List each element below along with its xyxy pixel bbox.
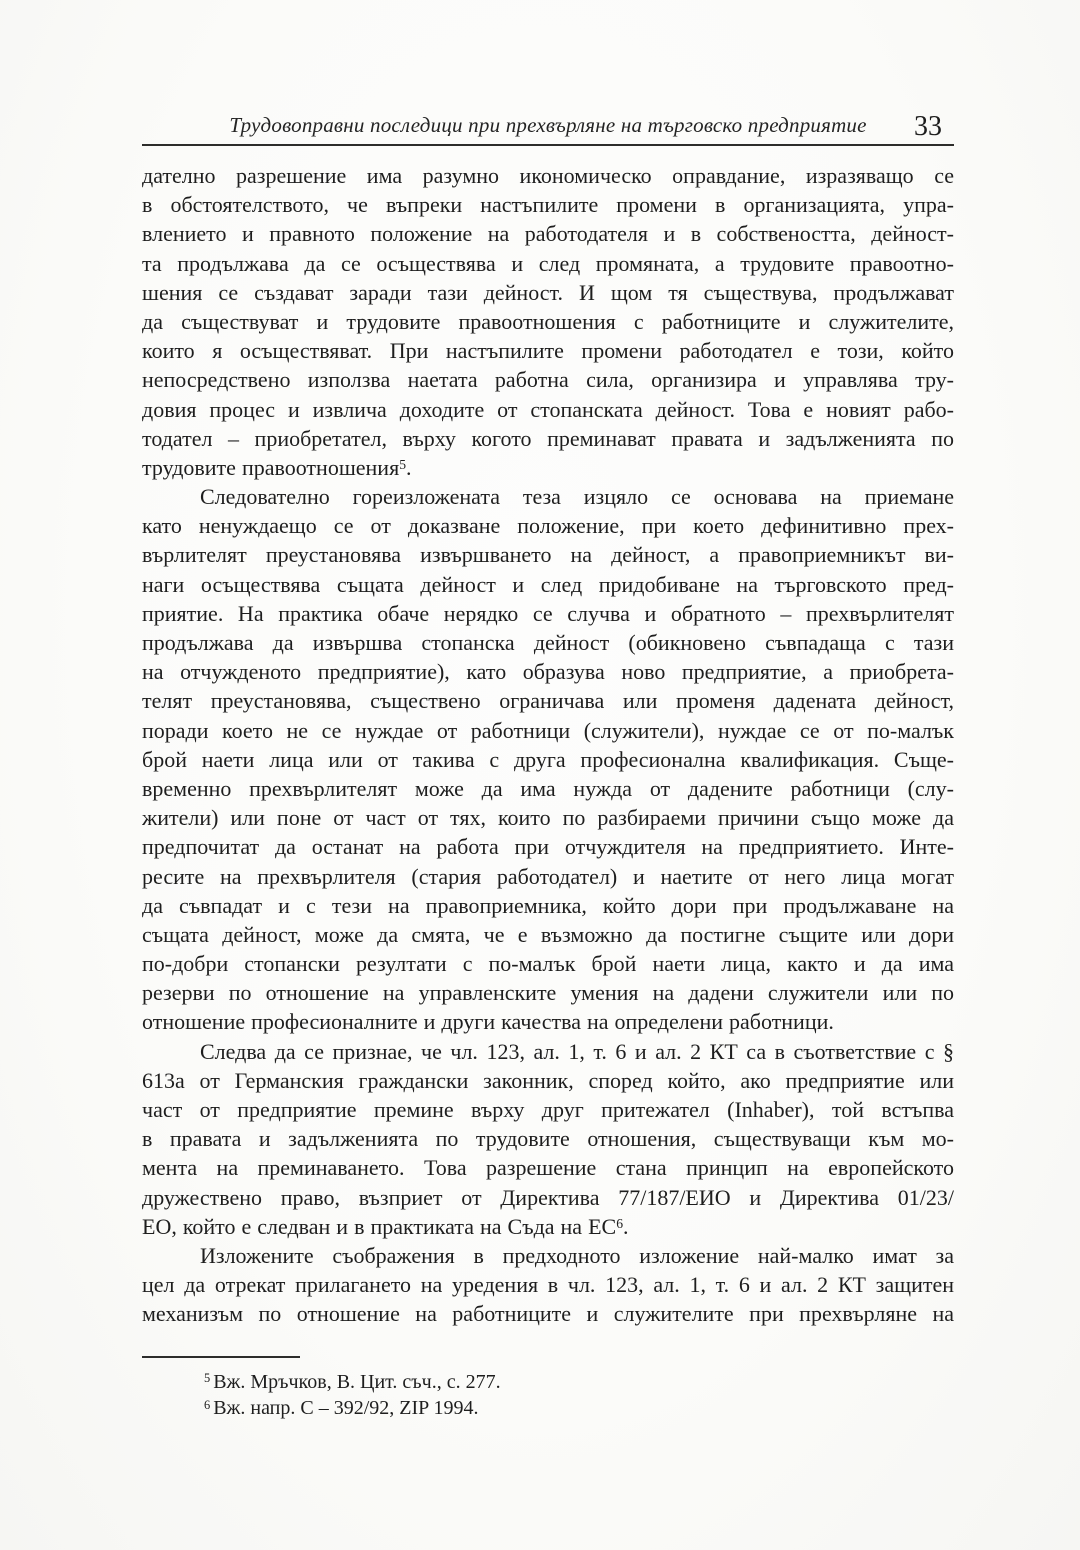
paragraph — [142, 1037, 954, 1241]
text-line: поради което не се нуждае от работници (служители), нуждае се от по-малък — [142, 717, 954, 743]
footnote — [204, 1395, 954, 1422]
paragraph — [142, 482, 954, 1037]
body-text — [142, 161, 954, 1329]
text-line: резерви по отношение на управленските умения на дадени служители или по — [142, 980, 954, 1006]
text-line: цел да отрекат прилагането на уредения в чл. 123, ал. 1, т. 6 и ал. 2 КТ защитен — [142, 1272, 954, 1298]
text-line: Следва да се признае, че чл. 123, ал. 1, т. 6 и ал. 2 КТ са в съответствие с § — [200, 1038, 954, 1064]
paragraph — [142, 1241, 954, 1329]
text-line: дателно разрешение има разумно икономическо оправдание, изразяващо се — [142, 163, 954, 188]
page-header — [142, 106, 954, 140]
text-line: отношение професионалните и други качества на определени работници. — [142, 1009, 834, 1035]
paragraph — [142, 161, 954, 482]
page-number: 33 — [914, 111, 942, 142]
text-line: по-добри стопански резултати с по-малък брой наети лица, както и да има — [142, 951, 954, 977]
text-line: Следователно гореизложената теза изцяло се основава на приемане — [200, 484, 954, 510]
text-line: ресите на прехвърлителя (стария работодател) и наетите от него лица могат — [142, 863, 954, 889]
text-line: продължава да извършва стопанска дейност (обикновено съвпадаща с тази — [142, 630, 954, 655]
footnote-marker: 6 — [204, 1397, 211, 1412]
text-line: шения се създават заради тази дейност. И щом тя съществува, продължават — [142, 279, 954, 305]
text-line: мента на преминаването. Това разрешение стана принцип на европейското — [142, 1155, 954, 1181]
text-line: влението и правното положение на работодателя и в собствеността, дейност- — [142, 221, 954, 247]
footnote-marker: 5 — [204, 1371, 211, 1386]
text-line: да съществуват и трудовите правоотношения с работниците и служителите, — [142, 308, 954, 334]
text-line: непосредствено използва наетата работна сила, организира и управлява тру- — [142, 367, 954, 393]
text-line: Изложените съображения в предходното изложение най-малко имат за — [200, 1242, 954, 1268]
text-line: довия процес и извлича доходите от стопанската дейност. Това е новият рабо- — [142, 396, 954, 422]
text-line: телят преустановява, съществено ограничава или променя дадената дейност, — [142, 688, 954, 714]
footnote — [204, 1369, 954, 1396]
text-line: същата дейност, може да смята, че е възможно да постигне същите или дори — [142, 921, 954, 947]
text-line: приятие. На практика обаче нерядко се случва и обратното – прехвърлителят — [142, 600, 954, 626]
text-line: жители) или поне от част от тях, които по разбираеми причини също може да — [142, 805, 954, 831]
footnote-text: Вж. Мръчков, В. Цит. съч., с. 277. — [213, 1370, 501, 1393]
text-line: предпочитат да останат на работа при отчуждителя на предприятието. Инте- — [142, 834, 954, 860]
text-line: дружествено право, възприет от Директива 77/187/ЕИО и Директива 01/23/ — [142, 1184, 954, 1210]
text-line: в обстоятелството, че въпреки настъпилите промени в организацията, упра- — [142, 192, 954, 218]
text-line: трудовите правоотношения$^5$. — [142, 454, 412, 480]
header-rule — [142, 144, 954, 146]
text-line: като ненуждаещо се от доказване положение, при което дефинитивно прех- — [142, 513, 954, 539]
footnote-ref: 6 — [616, 1216, 623, 1232]
running-title: Трудовоправни последици при прехвърляне на търговско предприятие — [229, 113, 867, 137]
text-line: наги осъществява същата дейност и след придобиване на търговското пред- — [142, 571, 954, 597]
text-line: тодател – приобретател, върху когото преминават правата и задълженията по — [142, 425, 954, 451]
text-line: механизъм по отношение на работниците и служителите при прехвърляне на — [142, 1301, 954, 1327]
text-line: в правата и задълженията по трудовите отношения, съществуващи към мо- — [142, 1126, 954, 1152]
text-line: ЕО, който е следван и в практиката на Съда на ЕС$^6$. — [142, 1213, 629, 1239]
text-line: временно прехвърлителят може да има нужда от дадените работници (слу- — [142, 775, 954, 801]
text-line: да съвпадат и с тези на правоприемника, който дори при продължаване на — [142, 892, 954, 918]
text-line: върлителят преустановява извършването на дейност, а правоприемникът ви- — [142, 542, 954, 568]
footnotes — [142, 1369, 954, 1422]
text-line: 613а от Германския граждански законник, според който, ако предприятие или — [142, 1067, 954, 1093]
text-line: на отчужденото предприятие), като образува ново предприятие, а приобрета- — [142, 659, 954, 685]
text-line: които я осъществяват. При настъпилите промени работодател е този, който — [142, 338, 954, 364]
text-line: част от предприятие премине върху друг притежател (Inhaber), той встъпва — [142, 1097, 954, 1122]
footnote-separator — [142, 1356, 300, 1358]
footnote-text: Вж. напр. С – 392/92, ZIP 1994. — [213, 1397, 479, 1419]
text-column — [142, 0, 954, 1422]
text-line: та продължава да се осъществява и след промяната, а трудовите правоотно- — [142, 250, 954, 276]
footnote-ref: 5 — [399, 457, 406, 473]
text-line: брой наети лица или от такива с друга професионална квалификация. Съще- — [142, 746, 954, 772]
